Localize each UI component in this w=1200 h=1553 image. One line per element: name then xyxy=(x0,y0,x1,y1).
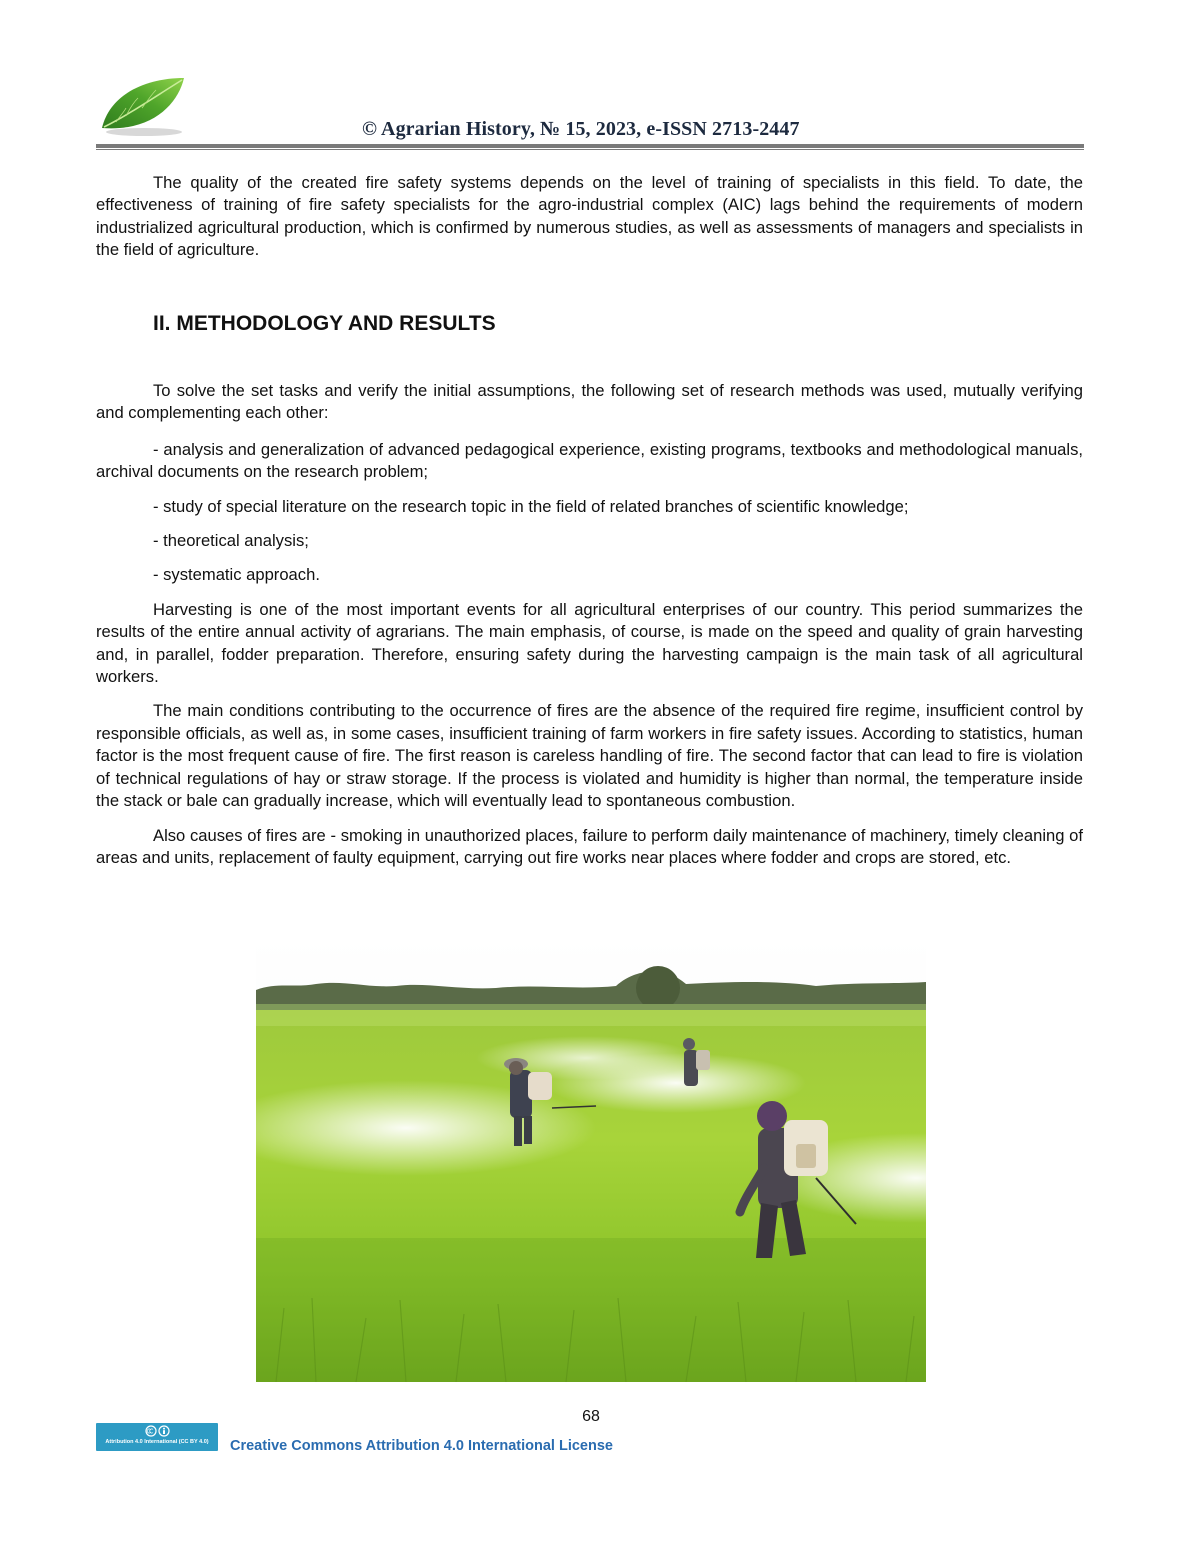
body-paragraph: The main conditions contributing to the occurrence of fires are the absence of the required fire regime, insufficient control by responsible officials, as well as, in some cases, insufficient training of farm workers in fire safety issues. According to statistics, human factor is the most frequent cause of fire. The first reason is careless handling of fire. The second factor that can lead to fire is violation of technical regulations of hay or straw storage. If the process is violated and humidity is higher than normal, the temperature inside the stack or bale can gradually increase, which will eventually lead to spontaneous combustion. xyxy=(96,701,1083,811)
section-body xyxy=(96,380,1083,869)
section-heading: II. METHODOLOGY AND RESULTS xyxy=(153,312,496,335)
intro-paragraph: The quality of the created fire safety systems depends on the level of training of specialists in this field. To date, the effectiveness of training of fire safety specialists for the agro-industrial complex (AIC) lags behind the requirements of modern industrialized agricultural production, which is confirmed by numerous studies, as well as assessments of managers and specialists in the field of agriculture. xyxy=(96,173,1083,260)
method-item: - study of special literature on the research topic in the field of related branches of scientific knowledge; xyxy=(153,496,909,516)
methods-intro: To solve the set tasks and verify the initial assumptions, the following set of research methods was used, mutually verifying and complementing each other: xyxy=(96,381,1083,423)
method-item: - analysis and generalization of advanced pedagogical experience, existing programs, textbooks and methodological manuals, archival documents on the research problem; xyxy=(96,439,1083,482)
header-rule xyxy=(96,144,1084,150)
page-number: 68 xyxy=(582,1408,600,1425)
body-paragraph: Harvesting is one of the most important events for all agricultural enterprises of our country. This period summarizes the results of the entire annual activity of agrarians. The main emphasis, of course, is made on the speed and quality of grain harvesting and, in parallel, fodder preparation. Therefore, ensuring safety during the harvesting campaign is the main task of all agricultural workers. xyxy=(96,599,1083,687)
intro-text xyxy=(96,172,1083,262)
leaf-icon xyxy=(96,74,188,138)
license-link[interactable]: Creative Commons Attribution 4.0 International License xyxy=(230,1438,613,1454)
method-item: - systematic approach. xyxy=(153,565,320,585)
method-item: - theoretical analysis; xyxy=(153,531,309,551)
field-spraying-photo xyxy=(256,938,926,1382)
cc-badge-text: Attribution 4.0 International (CC BY 4.0) xyxy=(105,1439,209,1445)
body-paragraph: Also causes of fires are - smoking in unauthorized places, failure to perform daily maintenance of machinery, timely cleaning of areas and units, replacement of faulty equipment, carrying out fire works near places where fodder and crops are stored, etc. xyxy=(96,825,1083,867)
cc-by-icon xyxy=(144,1425,172,1437)
cc-license-badge[interactable] xyxy=(96,1423,218,1451)
journal-title: © Agrarian History, № 15, 2023, e-ISSN 2713-2447 xyxy=(362,118,800,140)
